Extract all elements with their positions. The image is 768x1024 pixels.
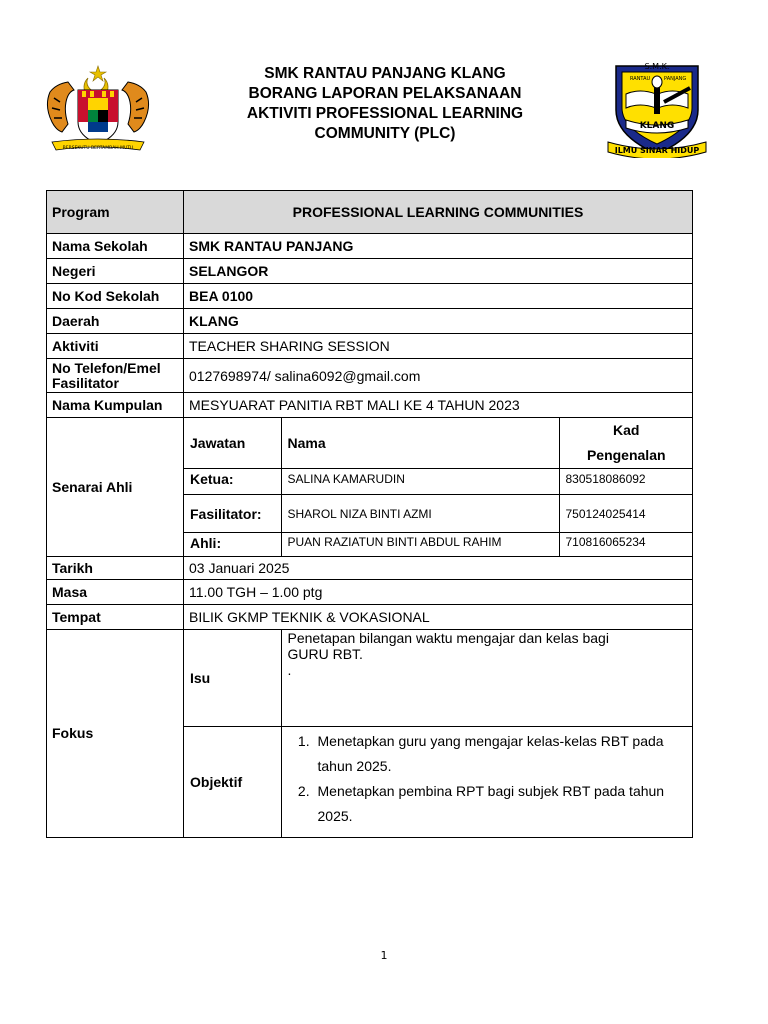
row-daerah [47, 309, 693, 334]
member-jawatan: Fasilitator: [184, 495, 281, 533]
ahli-label: Senarai Ahli [47, 418, 184, 557]
member-nama: SHAROL NIZA BINTI AZMI [281, 495, 559, 533]
row-tarikh [47, 556, 693, 579]
member-row [184, 495, 693, 533]
masa-label: Masa [47, 579, 184, 604]
kumpulan-label: Nama Kumpulan [47, 393, 184, 418]
program-value: PROFESSIONAL LEARNING COMMUNITIES [184, 191, 693, 234]
daerah-value: KLANG [184, 309, 693, 334]
header-kad-line-1: Kad [613, 422, 640, 438]
row-fokus [47, 629, 693, 838]
svg-text:RANTAU: RANTAU [630, 76, 651, 82]
title-line-3: AKTIVITI PROFESSIONAL LEARNING [246, 105, 524, 122]
row-tempat [47, 604, 693, 629]
member-kad: 830518086092 [559, 469, 693, 495]
objektif-label: Objektif [184, 727, 281, 838]
member-nama: SALINA KAMARUDIN [281, 469, 559, 495]
sekolah-value: SMK RANTAU PANJANG [184, 234, 693, 259]
kod-value: BEA 0100 [184, 284, 693, 309]
page-number: 1 [380, 949, 388, 962]
objektif-row [184, 727, 693, 838]
members-table [184, 418, 693, 556]
header-kad-line-2: Pengenalan [586, 447, 666, 463]
page-title [200, 64, 570, 144]
svg-text:KLANG: KLANG [639, 121, 675, 131]
members-header-row [184, 418, 693, 469]
title-line-1: SMK RANTAU PANJANG KLANG [264, 65, 506, 82]
isu-text [281, 630, 693, 727]
objektif-list-cell [281, 727, 693, 838]
header-kad [559, 418, 693, 469]
school-crest-icon [602, 58, 712, 158]
member-row [184, 469, 693, 495]
fokus-label: Fokus [47, 629, 184, 838]
svg-text:PANJANG: PANJANG [664, 76, 687, 82]
objektif-list [288, 729, 688, 829]
member-jawatan: Ketua: [184, 469, 281, 495]
objektif-item: 1. Menetapkan guru yang mengajar kelas-kelas RBT pada tahun 2025. [314, 729, 688, 779]
plc-report-form [46, 190, 693, 838]
aktiviti-label: Aktiviti [47, 334, 184, 359]
row-senarai-ahli [47, 418, 693, 557]
negeri-value: SELANGOR [184, 259, 693, 284]
objektif-item: 2. Menetapkan pembina RPT bagi subjek RBT pada tahun 2025. [314, 779, 688, 829]
isu-dot: . [287, 661, 292, 678]
kumpulan-value: MESYUARAT PANITIA RBT MALI KE 4 TAHUN 2023 [184, 393, 693, 418]
svg-text:S.M.K.: S.M.K. [644, 62, 670, 71]
telefon-label-line-1: No Telefon/Emel [52, 359, 161, 376]
row-sekolah [47, 234, 693, 259]
svg-text:ILMU SINAR HIDUP: ILMU SINAR HIDUP [614, 146, 700, 155]
sekolah-label: Nama Sekolah [47, 234, 184, 259]
svg-text:BERSEKUTU BERTAMBAH MUTU: BERSEKUTU BERTAMBAH MUTU [62, 146, 134, 151]
members-cell [184, 418, 693, 557]
member-nama: PUAN RAZIATUN BINTI ABDUL RAHIM [281, 533, 559, 556]
header-jawatan: Jawatan [184, 418, 281, 469]
member-kad: 750124025414 [559, 495, 693, 533]
isu-label: Isu [184, 630, 281, 727]
member-jawatan: Ahli: [184, 533, 281, 556]
header-nama: Nama [281, 418, 559, 469]
row-kod [47, 284, 693, 309]
fokus-cell [184, 629, 693, 838]
row-negeri [47, 259, 693, 284]
member-kad: 710816065234 [559, 533, 693, 556]
kod-label: No Kod Sekolah [47, 284, 184, 309]
row-aktiviti [47, 334, 693, 359]
daerah-label: Daerah [47, 309, 184, 334]
tarikh-value: 03 Januari 2025 [184, 556, 693, 579]
aktiviti-value: TEACHER SHARING SESSION [184, 334, 693, 359]
negeri-label: Negeri [47, 259, 184, 284]
row-kumpulan [47, 393, 693, 418]
row-program [47, 191, 693, 234]
title-line-4: COMMUNITY (PLC) [314, 125, 456, 142]
telefon-value: 0127698974/ salina6092@gmail.com [184, 359, 693, 393]
tarikh-label: Tarikh [47, 556, 184, 579]
telefon-label [47, 359, 184, 393]
telefon-label-line-2: Fasilitator [52, 374, 119, 391]
title-line-2: BORANG LAPORAN PELAKSANAAN [248, 85, 522, 102]
tempat-label: Tempat [47, 604, 184, 629]
malaysia-coat-of-arms-icon [44, 64, 152, 160]
fokus-table [184, 630, 693, 838]
tempat-value: BILIK GKMP TEKNIK & VOKASIONAL [184, 604, 693, 629]
program-label: Program [47, 191, 184, 234]
row-masa [47, 579, 693, 604]
masa-value: 11.00 TGH – 1.00 ptg [184, 579, 693, 604]
isu-row [184, 630, 693, 727]
member-row [184, 533, 693, 556]
row-telefon [47, 359, 693, 393]
isu-line-1: Penetapan bilangan waktu mengajar dan kelas bagi [287, 629, 609, 646]
isu-line-2: GURU RBT. [287, 645, 363, 662]
